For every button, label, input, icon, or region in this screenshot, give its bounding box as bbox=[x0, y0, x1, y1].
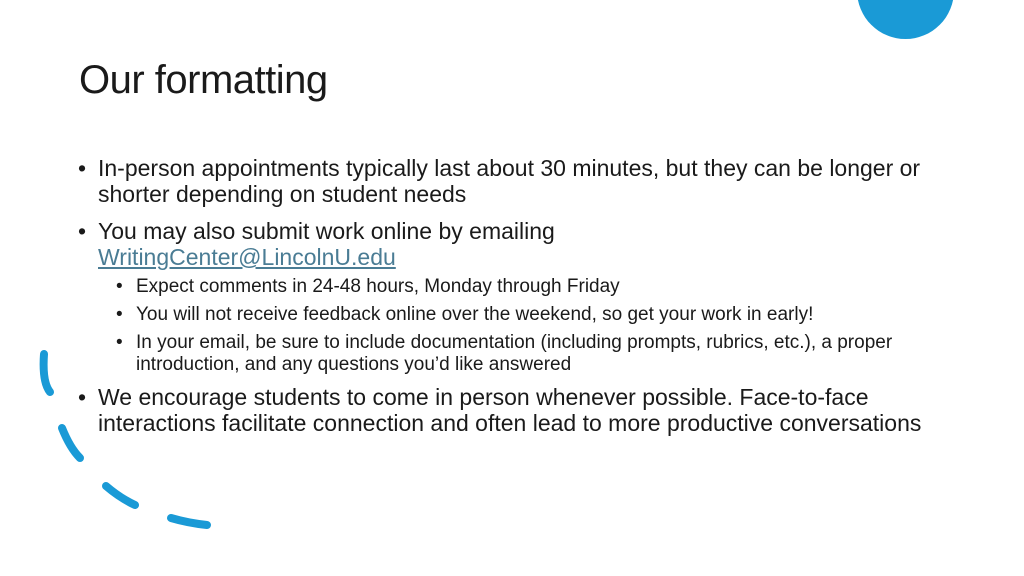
sub-bullet-item bbox=[78, 304, 958, 326]
sub-bullet-list bbox=[78, 276, 958, 376]
bullet-list bbox=[78, 155, 958, 447]
bullet-text: You may also submit work online by emailing bbox=[98, 218, 555, 244]
sub-bullet-text: Expect comments in 24-48 hours, Monday through Friday bbox=[136, 276, 620, 297]
sub-bullet-item bbox=[78, 332, 958, 376]
sub-bullet-item bbox=[78, 276, 958, 298]
sub-bullet-text: In your email, be sure to include documentation (including prompts, rubrics, etc.), a proper introduction, and any questions you’d like answered bbox=[136, 332, 893, 375]
slide-title: Our formatting bbox=[79, 58, 328, 102]
bullet-item bbox=[78, 384, 958, 436]
bullet-item bbox=[78, 218, 958, 270]
sub-bullet-text: You will not receive feedback online over the weekend, so get your work in early! bbox=[136, 304, 814, 325]
bullet-item bbox=[78, 155, 958, 207]
decorative-circle bbox=[857, 0, 954, 39]
email-link[interactable]: WritingCenter@LincolnU.edu bbox=[98, 244, 396, 270]
bullet-text: In-person appointments typically last about 30 minutes, but they can be longer or shorter depending on student needs bbox=[98, 155, 921, 207]
bullet-text: We encourage students to come in person whenever possible. Face-to-face interactions facilitate connection and often lead to more productive conversations bbox=[98, 384, 922, 436]
